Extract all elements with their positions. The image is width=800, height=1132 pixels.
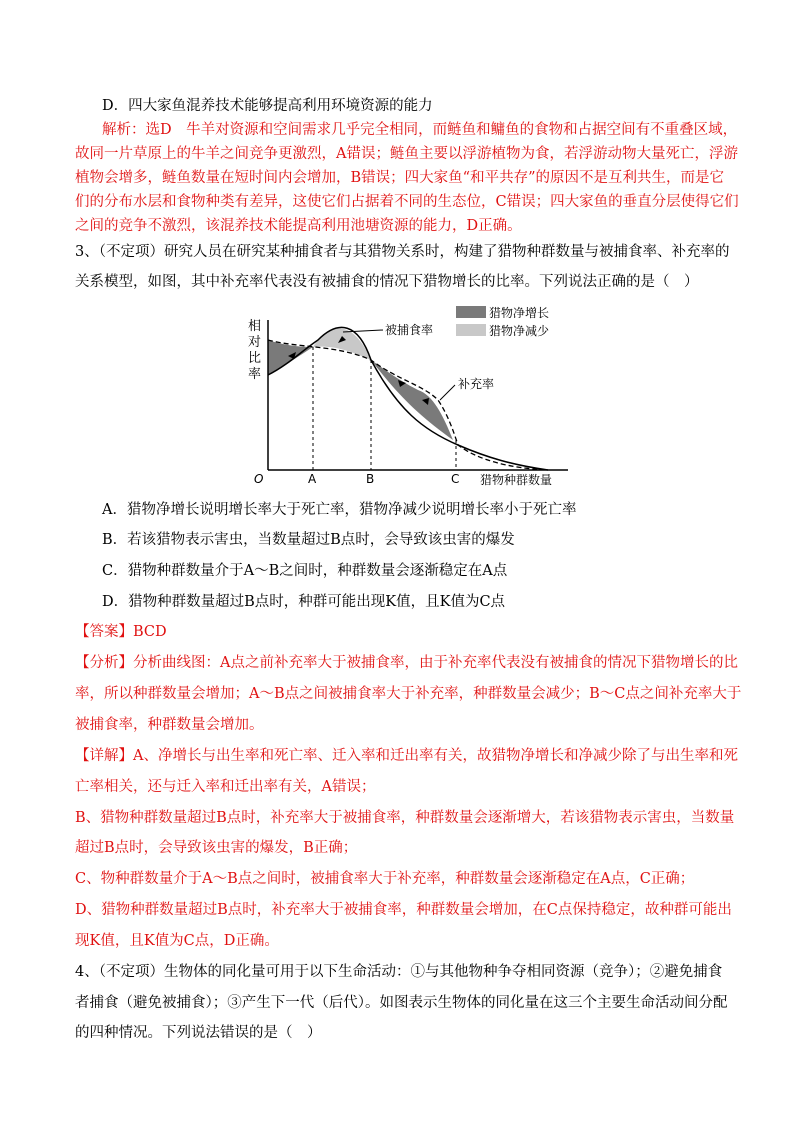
analysis-line: 故同一片草原上的牛羊之间竞争更激烈，A错误；鲢鱼主要以浮游植物为食，若浮游动物大量死亡，浮游 bbox=[75, 146, 738, 162]
y-label-char: 比 bbox=[248, 351, 262, 366]
analysis-line: 解析：选D 牛羊对资源和空间需求几乎完全相同，而鲢鱼和鳙鱼的食物和占据空间有不重叠区域， bbox=[102, 122, 738, 138]
analysis-line: 【分析】分析曲线图：A点之前补充率大于被捕食率，由于补充率代表没有被捕食的情况下猎物增长的比 bbox=[75, 655, 738, 671]
question-4-stem: 4、（不定项）生物体的同化量可用于以下生命活动：①与其他物种争夺相同资源（竞争）；②避免捕食 bbox=[75, 964, 723, 980]
option-d: D．猎物种群数量超过B点时，种群可能出现K值，且K值为C点 bbox=[102, 594, 506, 610]
question-3-stem: 3、（不定项）研究人员在研究某种捕食者与其猎物关系时，构建了猎物种群数量与被捕食率、补充率的 bbox=[75, 244, 730, 260]
detail-line: 现K值，且K值为C点，D正确。 bbox=[75, 933, 279, 949]
x-tick-c: C bbox=[451, 472, 460, 486]
option-b: B．若该猎物表示害虫，当数量超过B点时，会导致该虫害的爆发 bbox=[102, 532, 515, 548]
supplement-pointer bbox=[440, 385, 455, 400]
x-axis-label: 猎物种群数量 bbox=[480, 473, 553, 487]
analysis-line: 植物会增多，鲢鱼数量在短时间内会增加，B错误；四大家鱼“和平共存”的原因不是互利共生，而是它 bbox=[75, 170, 724, 186]
legend-swatch-decrease bbox=[456, 324, 486, 336]
analysis-line: 率，所以种群数量会增加；A～B点之间被捕食率大于补充率，种群数量会减少；B～C点之间补充率大于 bbox=[75, 686, 742, 702]
supplement-label: 补充率 bbox=[458, 377, 495, 391]
question-4-stem: 者捕食（避免被捕食）；③产生下一代（后代）。如图表示生物体的同化量在这三个主要生命活动间分配 bbox=[75, 995, 728, 1011]
detail-line: B、猎物种群数量超过B点时，补充率大于被捕食率，种群数量会逐渐增大，若该猎物表示害虫，当数量 bbox=[75, 810, 735, 826]
question-3-stem: 关系模型，如图，其中补充率代表没有被捕食的情况下猎物增长的比率。下列说法正确的是（ ） bbox=[75, 274, 699, 290]
analysis-line: 之间的竞争不激烈，该混养技术能提高利用池塘资源的能力，D正确。 bbox=[75, 218, 522, 234]
detail-line: 【详解】A、净增长与出生率和死亡率、迁入率和迁出率有关，故猎物净增长和净减少除了与出生率和死 bbox=[75, 748, 738, 764]
detail-line: 亡率相关，还与迁入率和迁出率有关，A错误； bbox=[75, 779, 376, 795]
analysis-line: 们的分布水层和食物种类有差异，这使它们占据着不同的生态位，C错误；四大家鱼的垂直分层使得它们 bbox=[75, 194, 739, 210]
option-d-line: D．四大家鱼混养技术能够提高利用环境资源的能力 bbox=[102, 98, 433, 114]
legend-label-decrease: 猎物净减少 bbox=[489, 324, 550, 338]
option-a: A．猎物净增长说明增长率大于死亡率，猎物净减少说明增长率小于死亡率 bbox=[102, 502, 577, 518]
y-label-char: 对 bbox=[248, 335, 262, 350]
legend-swatch-increase bbox=[456, 306, 486, 318]
net-decrease-region bbox=[313, 328, 371, 360]
predation-label: 被捕食率 bbox=[385, 323, 434, 337]
x-tick-b: B bbox=[366, 472, 375, 486]
y-label-char: 率 bbox=[248, 367, 262, 382]
net-increase-region-1 bbox=[268, 340, 313, 375]
detail-line: C、物种群数量介于A～B点之间时，被捕食率大于补充率，种群数量会逐渐稳定在A点，C正确； bbox=[75, 871, 695, 887]
answer-line: 【答案】BCD bbox=[75, 624, 167, 640]
detail-line: 超过B点时，会导致该虫害的爆发，B正确； bbox=[75, 840, 358, 856]
option-c: C．猎物种群数量介于A～B之间时，种群数量会逐渐稳定在A点 bbox=[102, 563, 508, 579]
origin-label: O bbox=[254, 472, 264, 486]
predation-pointer bbox=[343, 330, 383, 332]
x-tick-a: A bbox=[308, 472, 317, 486]
predation-supplement-figure bbox=[248, 300, 578, 490]
analysis-line: 被捕食率，种群数量会增加。 bbox=[75, 717, 264, 733]
y-label-char: 相 bbox=[248, 319, 262, 334]
detail-line: D、猎物种群数量超过B点时，补充率大于被捕食率，种群数量会增加，在C点保持稳定，故种群可能出 bbox=[75, 902, 732, 918]
legend-label-increase: 猎物净增长 bbox=[489, 306, 550, 320]
supplement-rate-curve bbox=[268, 340, 548, 470]
question-4-stem: 的四种情况。下列说法错误的是（ ） bbox=[75, 1025, 322, 1041]
